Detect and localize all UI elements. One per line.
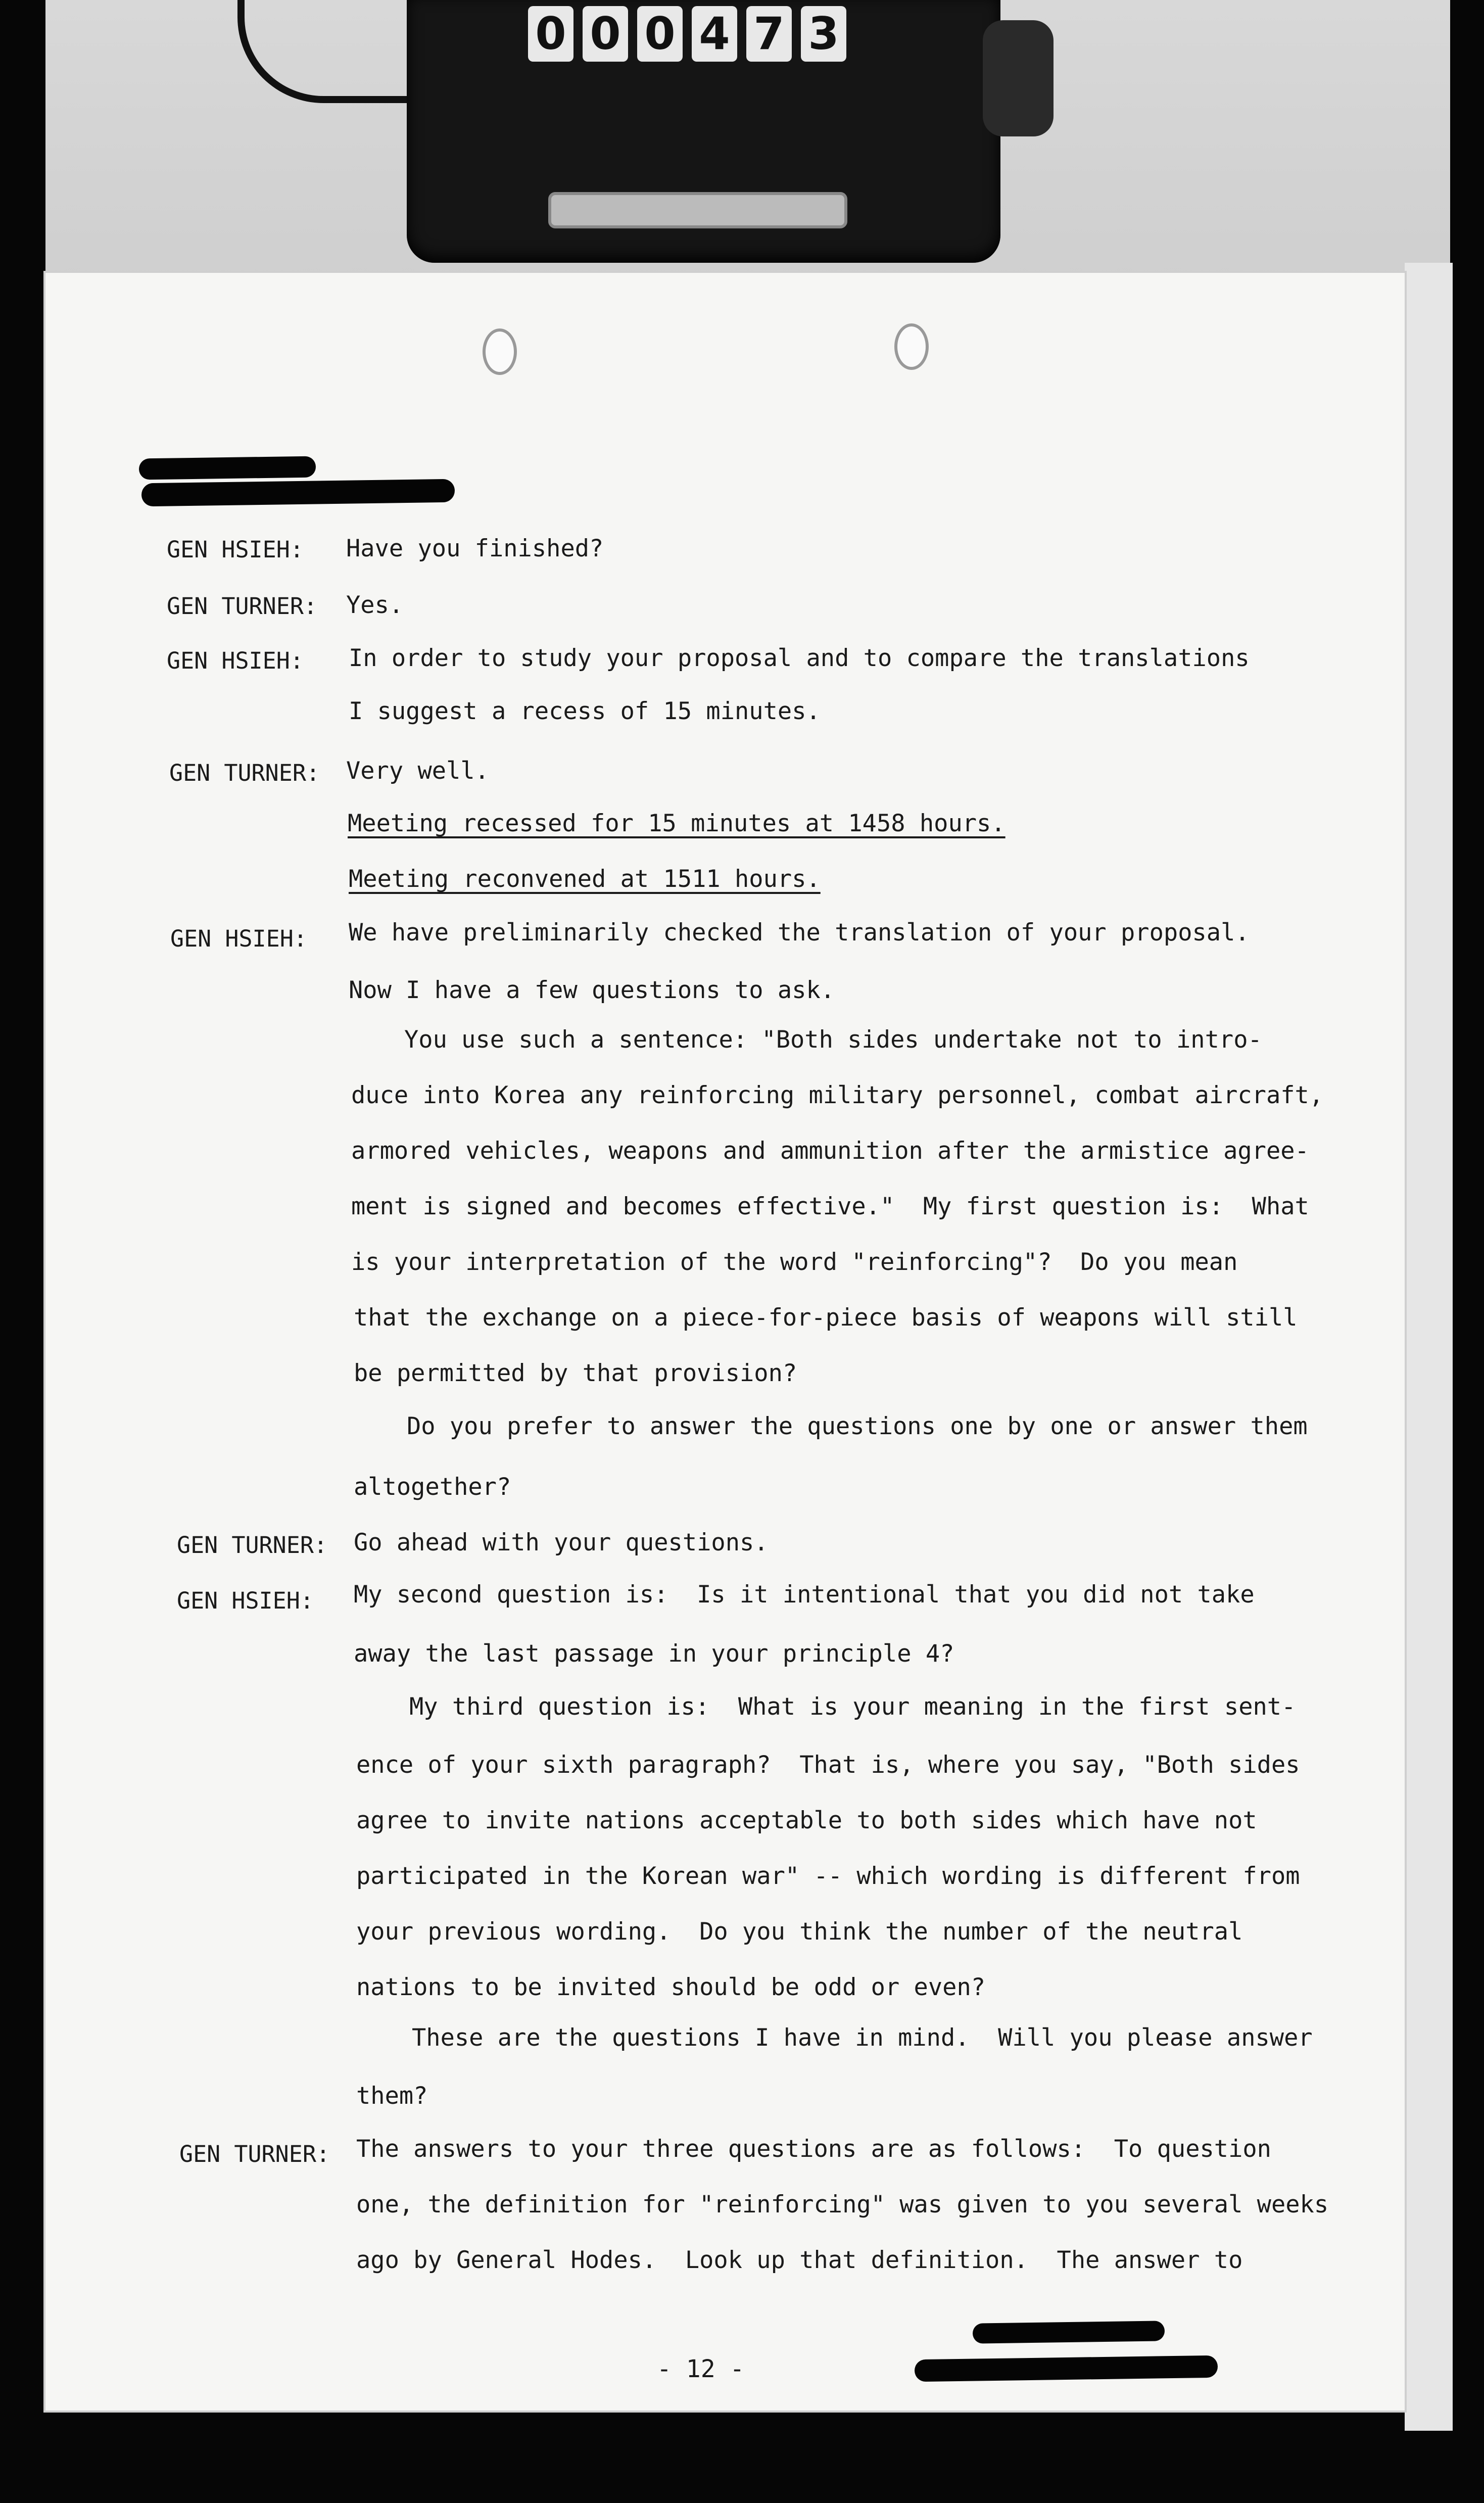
document-line: My second question is: Is it intentional that you did not take [354,1581,1255,1609]
reconvene-note: Meeting reconvened at 1511 hours. [349,865,821,893]
document-line: participated in the Korean war" -- which wording is different from [356,1862,1300,1890]
punch-hole [894,323,929,370]
redaction-bar [139,456,316,480]
speaker-label: GEN HSIEH: [170,925,307,952]
speaker-label: GEN HSIEH: [167,647,304,674]
document-line: be permitted by that provision? [354,1359,797,1387]
document-line: one, the definition for "reinforcing" was given to you several weeks [356,2191,1329,2218]
document-line: your previous wording. Do you think the number of the neutral [356,1918,1243,1946]
speaker-label: GEN TURNER: [169,760,320,786]
document-line: duce into Korea any reinforcing military personnel, combat aircraft, [351,1081,1324,1109]
document-line: In order to study your proposal and to compare the translations [349,644,1250,672]
recess-note: Meeting recessed for 15 minutes at 1458 hours. [348,810,1006,837]
frame-counter [528,6,846,62]
document-line: Very well. [346,757,489,785]
document-line: I suggest a recess of 15 minutes. [349,697,821,725]
document-line: that the exchange on a piece-for-piece basis of weapons will still [354,1304,1298,1332]
page-edge [1405,263,1453,2431]
speaker-label: GEN TURNER: [177,1532,328,1559]
document-line: You use such a sentence: "Both sides undertake not to intro- [404,1026,1262,1054]
counter-digit: 3 [801,6,846,62]
speaker-label: GEN HSIEH: [177,1587,314,1614]
document-line: altogether? [354,1473,511,1501]
redaction-bar [973,2321,1165,2343]
document-line: Have you finished? [346,535,604,562]
speaker-label: GEN TURNER: [167,593,318,620]
document-line: ment is signed and becomes effective." My first question is: What [351,1193,1309,1220]
counter-plate [548,192,847,228]
document-line: These are the questions I have in mind. Will you please answer [412,2024,1313,2052]
document-line: The answers to your three questions are as follows: To question [356,2135,1271,2163]
counter-digit: 0 [583,6,628,62]
document-line: is your interpretation of the word "reinforcing"? Do you mean [351,1248,1238,1276]
document-line: Now I have a few questions to ask. [349,976,835,1004]
redaction-bar [915,2355,1218,2382]
document-line: away the last passage in your principle 4? [354,1640,954,1668]
document-line: Do you prefer to answer the questions one by one or answer them [407,1412,1308,1440]
document-line: nations to be invited should be odd or even? [356,1973,986,2001]
document-line: Go ahead with your questions. [354,1529,769,1556]
redaction-bar [141,479,455,507]
speaker-label: GEN TURNER: [179,2141,330,2167]
document-line: agree to invite nations acceptable to both sides which have not [356,1807,1257,1834]
document-line: ago by General Hodes. Look up that definition. The answer to [356,2246,1243,2274]
punch-hole [483,328,517,375]
page-number: - 12 - [657,2355,745,2383]
counter-knob [983,20,1054,136]
speaker-label: GEN HSIEH: [167,536,304,563]
document-line: armored vehicles, weapons and ammunition after the armistice agree- [351,1137,1309,1165]
counter-digit: 0 [637,6,683,62]
document-line: ence of your sixth paragraph? That is, where you say, "Both sides [356,1751,1300,1779]
counter-digit: 7 [746,6,792,62]
document-line: My third question is: What is your meaning in the first sent- [409,1693,1296,1721]
document-line: Yes. [346,591,404,619]
counter-digit: 4 [692,6,737,62]
document-line: We have preliminarily checked the translation of your proposal. [349,919,1250,947]
counter-digit: 0 [528,6,573,62]
document-line: them? [356,2082,428,2110]
